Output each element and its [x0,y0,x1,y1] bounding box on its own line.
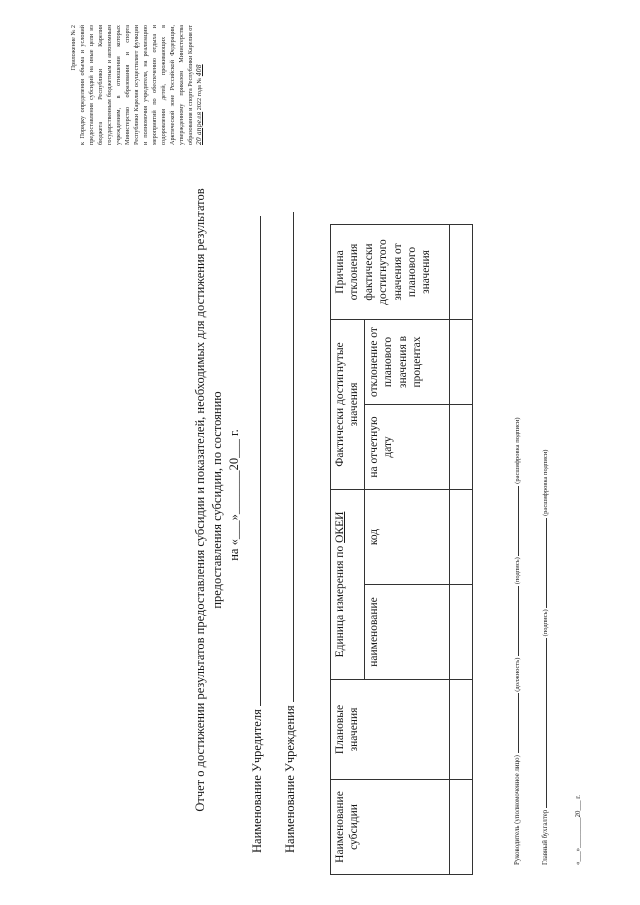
results-table [330,224,473,875]
institution-label: Наименование Учреждения [283,705,297,853]
title-line-2: предоставления субсидии, по состоянию [209,391,224,609]
founder-label: Наименование Учредителя [250,709,264,853]
handwritten-date: 20 апреля [195,111,203,145]
accountant-decode-line[interactable] [540,518,547,608]
table-cell[interactable] [449,780,472,875]
accountant-label: Главный бухгалтер [542,809,549,865]
head-label: Руководитель (уполномоченное лицо) [514,755,521,865]
accountant-sign-line[interactable] [540,638,547,808]
col-unit-name: наименование [364,585,449,680]
col-reason: Причина отклонения фактически достигнутого значения от планового значения [331,225,450,320]
table-cell[interactable] [449,320,472,405]
head-decode-line[interactable] [512,486,519,556]
col-actual: Фактически достигнутые значения [331,320,365,490]
date-row [575,795,582,865]
report-title [192,155,243,845]
head-signature-row: Руководитель (уполномоченное лицо) (должность) (подпись) (расшифровка подписи) [514,417,521,865]
col-unit-code: код [364,490,449,585]
col-actual-date: на отчетную дату [364,405,449,490]
annex-block [70,25,205,145]
position-line[interactable] [512,693,519,753]
founder-line[interactable] [260,216,261,706]
okei-link[interactable]: ОКЕИ [334,511,346,543]
handwritten-number: 408 [195,64,203,77]
table-row [449,225,472,875]
table-cell[interactable] [449,225,472,320]
title-line-3: на «___»_______20___ г. [226,429,241,561]
accountant-signature-row: Главный бухгалтер (подпись) (расшифровка подписи) [542,449,549,865]
institution-line[interactable] [293,212,294,702]
head-sign-line[interactable] [512,586,519,656]
col-actual-dev: отклонение от планового значения в процентах [364,320,449,405]
title-line-1: Отчет о достижении результатов предоставления субсидии и показателей, необходимых для достижения результатов [193,188,207,812]
col-unit: Единица измерения по ОКЕИ [331,490,365,680]
founder-field [250,216,265,853]
table-cell[interactable] [449,680,472,780]
signature-date[interactable]: «___»_________20___ г. [575,795,582,865]
table-cell[interactable] [449,490,472,585]
col-planned: Плановые значения [331,680,450,780]
col-subsidy: Наименование субсидии [331,780,450,875]
annex-text: к Порядку определения объема и условий предоставления субсидий на иные цели из бюджета Республики Карелия государственным бюджетным и автономным учреждениям, в отношении которых Министерство образования и спорта Республики Карелия осуществляет функции и полномочия учредителя, на реализацию мероприятий по обеспечению отдыха и оздоровления детей, проживающих в Арктической зоне Российской Федерации, утвержденному приказом Министерства образования и спорта Республики Карелия от 20 апреля 2022 года № 408 [78,24,203,145]
table-cell[interactable] [449,585,472,680]
annex-heading: Приложение № 2 [70,25,77,71]
table-cell[interactable] [449,405,472,490]
institution-field [283,212,298,853]
